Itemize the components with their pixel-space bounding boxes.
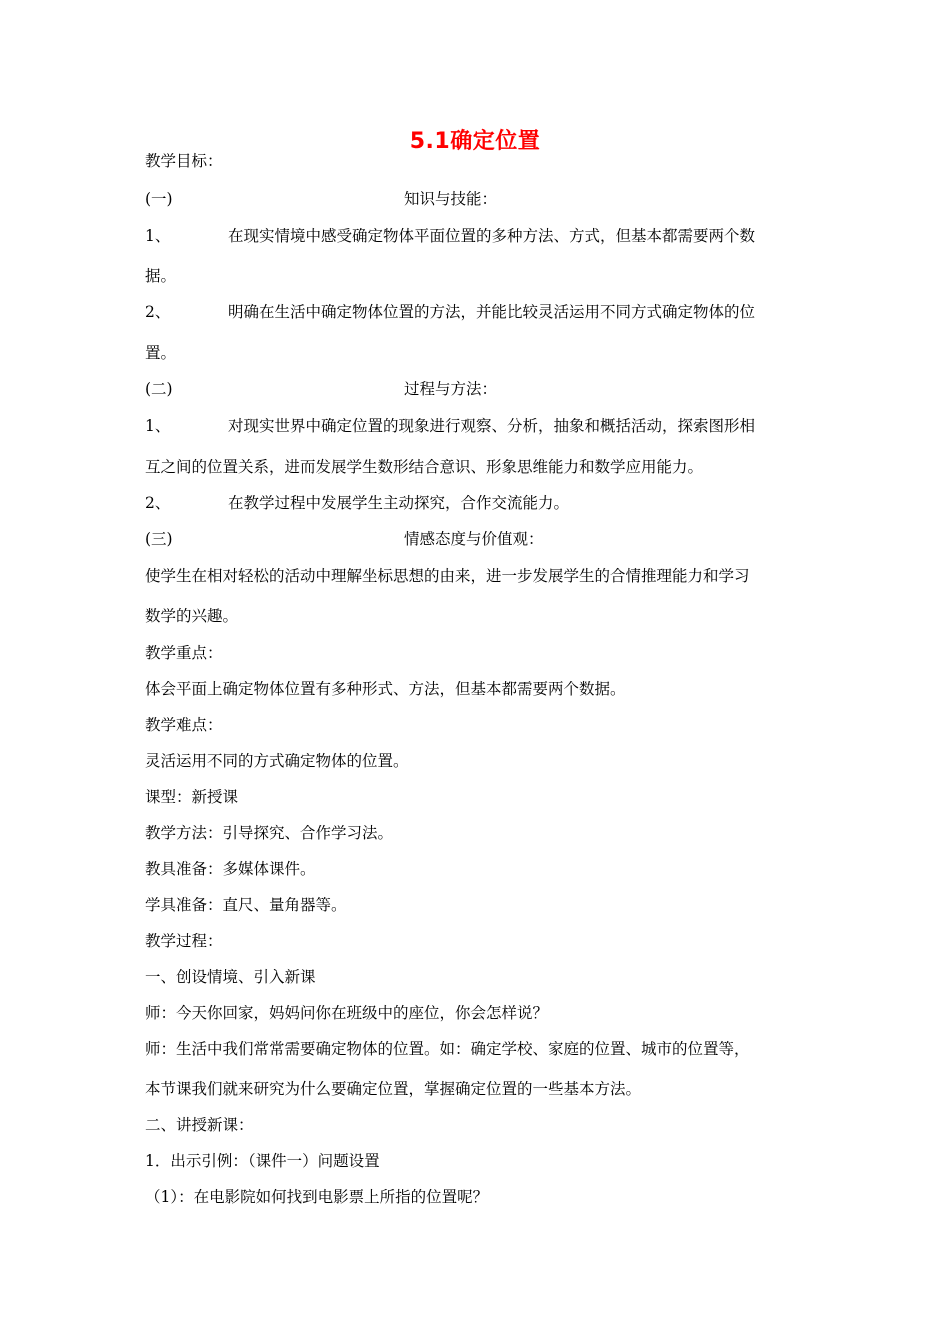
difficulty-heading: 教学难点： (145, 716, 223, 734)
teaching-method: 教学方法：引导探究、合作学习法。 (145, 824, 394, 842)
key-point-text: 体会平面上确定物体位置有多种形式、方法，但基本都需要两个数据。 (145, 680, 626, 698)
teacher-question2-line2: 本节课我们就来研究为什么要确定位置，掌握确定位置的一些基本方法。 (145, 1080, 642, 1098)
s1-item1-continuation: 据。 (145, 267, 177, 285)
process-heading: 教学过程： (145, 932, 223, 950)
teacher-question1: 师：今天你回家，妈妈问你在班级中的座位，你会怎样说？ (145, 1004, 549, 1022)
objectives-heading: 教学目标： (145, 152, 223, 170)
s2-item1-text: 对现实世界中确定位置的现象进行观察、分析，抽象和概括活动，探索图形相 (228, 417, 756, 435)
s1-item2-continuation: 置。 (145, 344, 177, 362)
section3-line2: 数学的兴趣。 (145, 607, 239, 625)
lesson-type: 课型：新授课 (145, 788, 239, 806)
difficulty-text: 灵活运用不同的方式确定物体的位置。 (145, 752, 409, 770)
question1: （1）：在电影院如何找到电影票上所指的位置呢？ (145, 1188, 489, 1206)
section1-title: 知识与技能： (404, 190, 498, 208)
example-intro: 1．出示引例：（课件一）问题设置 (145, 1152, 380, 1170)
section2-title: 过程与方法： (404, 380, 498, 398)
step2-heading: 二、讲授新课： (145, 1116, 254, 1134)
s2-item2-text: 在教学过程中发展学生主动探究，合作交流能力。 (228, 494, 570, 512)
s2-item2-number: 2、 (145, 494, 171, 512)
page-title: 5.1确定位置 (409, 129, 541, 154)
teacher-tools: 教具准备：多媒体课件。 (145, 860, 316, 878)
s1-item2-number: 2、 (145, 303, 171, 321)
section1-number: (一) (145, 190, 173, 208)
s2-item1-continuation: 互之间的位置关系，进而发展学生数形结合意识、形象思维能力和数学应用能力。 (145, 458, 704, 476)
section2-number: (二) (145, 380, 173, 398)
student-tools: 学具准备：直尺、量角器等。 (145, 896, 347, 914)
step1-heading: 一、创设情境、引入新课 (145, 968, 316, 986)
s1-item1-text: 在现实情境中感受确定物体平面位置的多种方法、方式，但基本都需要两个数 (228, 227, 756, 245)
s2-item1-number: 1、 (145, 417, 171, 435)
section3-title: 情感态度与价值观： (404, 530, 544, 548)
s1-item1-number: 1、 (145, 227, 171, 245)
section3-number: (三) (145, 530, 173, 548)
teacher-question2-line1: 师：生活中我们常常需要确定物体的位置。如：确定学校、家庭的位置、城市的位置等， (145, 1040, 750, 1058)
section3-line1: 使学生在相对轻松的活动中理解坐标思想的由来，进一步发展学生的合情推理能力和学习 (145, 567, 750, 585)
s1-item2-text: 明确在生活中确定物体位置的方法，并能比较灵活运用不同方式确定物体的位 (228, 303, 756, 321)
key-point-heading: 教学重点： (145, 644, 223, 662)
